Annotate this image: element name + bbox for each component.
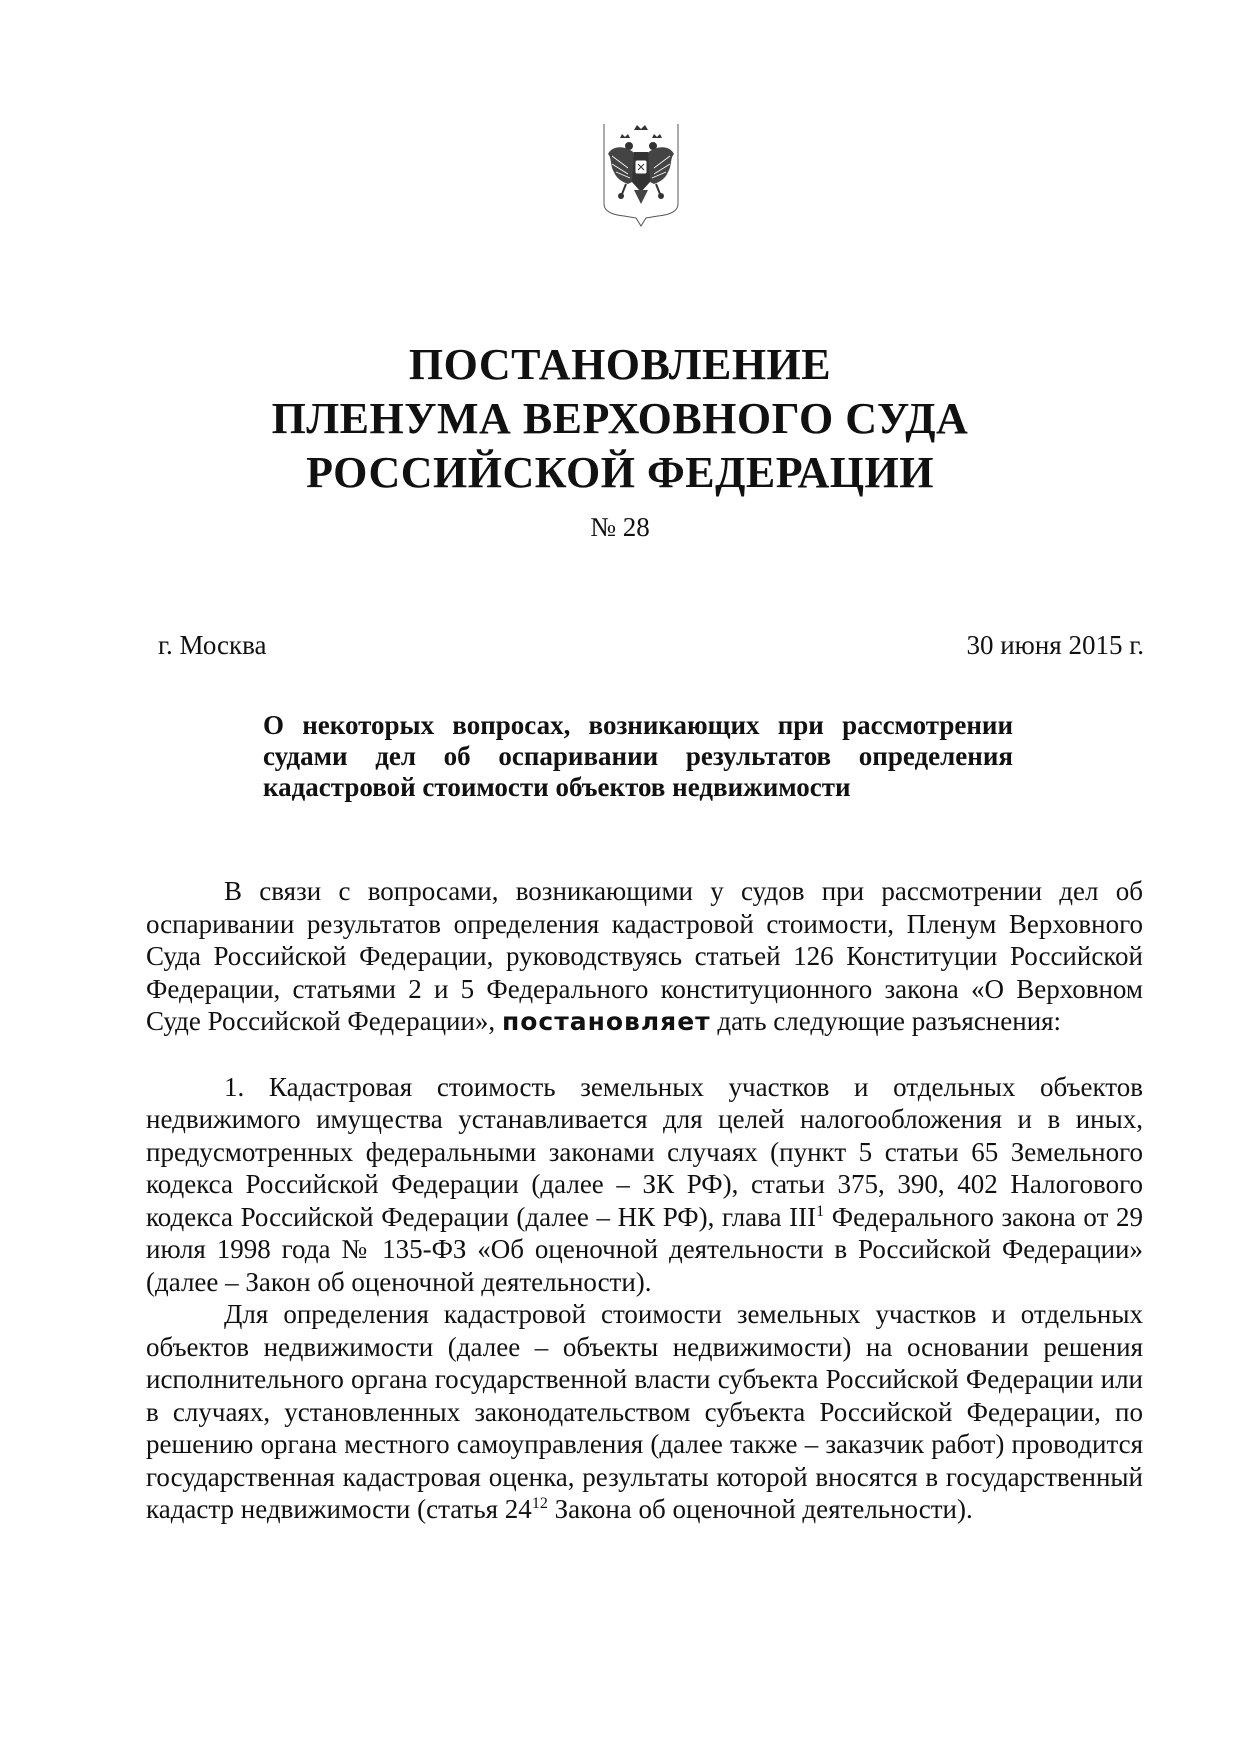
point-1-second-text-cont: Закона об оценочной деятельности). — [554, 1494, 973, 1524]
document-body — [146, 875, 1143, 1526]
document-city: г. Москва — [158, 630, 267, 660]
point-1-text: 1. Кадастровая стоимость земельных участков и отдельных объектов недвижимого имущества устанавливается для целей налогообложения и в иных, предусмотренных федеральными законами случаях (пункт 5 статьи 65 Земельного кодекса Российской Федерации (далее – ЗК РФ), статьи 375, 390, 402 Налогового кодекса Российской Федерации (далее – НК РФ), глава III — [146, 1071, 1143, 1232]
point-1-second-text: Для определения кадастровой стоимости земельных участков и отдельных объектов недвижимости (далее – объекты недвижимости) на основании решения исполнительного органа государственной власти субъекта Российской Федерации или в случаях, установленных законодательством субъекта Российской Федерации, по решению органа местного самоуправления (далее также – заказчик работ) проводится государственная кадастровая оценка, результаты которой вносятся в государственный кадастр недвижимости (статья 24 — [146, 1299, 1143, 1524]
point-1-second-paragraph — [146, 1298, 1143, 1526]
article-superscript: 12 — [531, 1495, 548, 1512]
document-date: 30 июня 2015 г. — [966, 630, 1144, 660]
document-subject: О некоторых вопросах, возникающих при рассмотрении судами дел об оспаривании результатов определения кадастровой стоимости объектов недвижимости — [263, 710, 1013, 802]
preamble-tail: дать следующие разъяснения: — [717, 1006, 1062, 1036]
coat-of-arms-icon — [598, 120, 684, 238]
document-header — [0, 338, 1240, 544]
document-number: № 28 — [590, 512, 650, 542]
document-title-line-1: ПОСТАНОВЛЕНИЕ — [408, 340, 832, 389]
document-title-line-2: ПЛЕНУМА ВЕРХОВНОГО СУДА — [271, 394, 969, 443]
decree-word: постановляет — [501, 1007, 711, 1036]
chapter-superscript: 1 — [816, 1202, 825, 1220]
preamble-paragraph — [146, 875, 1143, 1039]
preamble-text: В связи с вопросами, возникающими у судов при рассмотрении дел об оспаривании результатов определения кадастровой стоимости, Пленум Верховного Суда Российской Федерации, руководствуясь статьей 126 Конституции Российской Федерации, статьями 2 и 5 Федерального конституционного закона «О Верховном Суде Российской Федерации», — [146, 876, 1143, 1036]
point-1-text-cont: Федерального закона от 29 июля 1998 года № 135-ФЗ «Об оценочной деятельности в Российской Федерации» (далее – Закон об оценочной деятельности). — [146, 1201, 1144, 1297]
document-title-line-3: РОССИЙСКОЙ ФЕДЕРАЦИИ — [306, 448, 934, 497]
point-1-paragraph — [146, 1071, 1143, 1299]
